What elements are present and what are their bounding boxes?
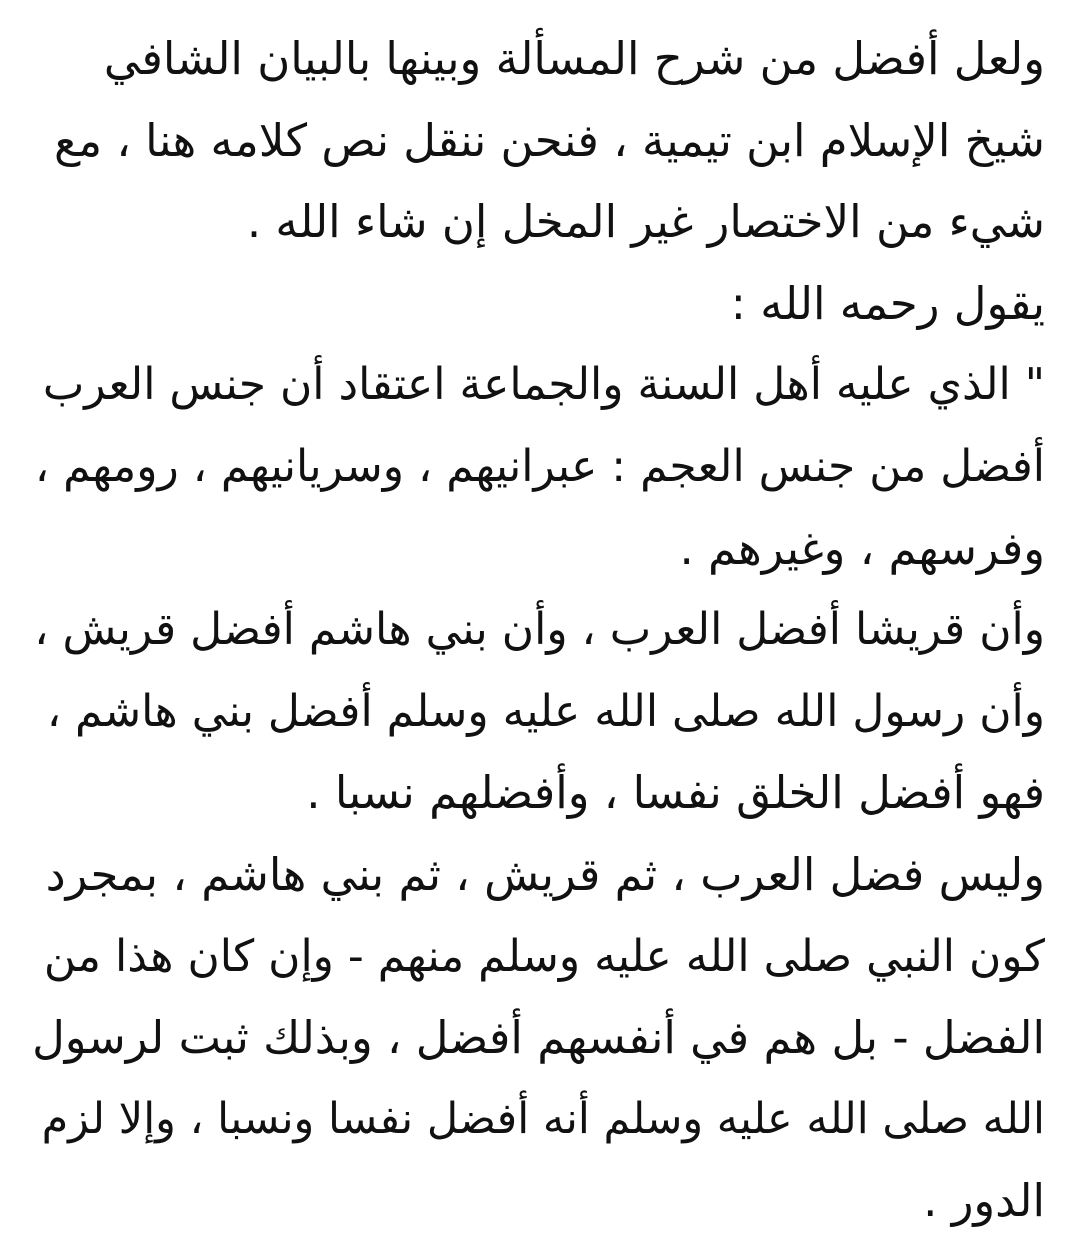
text-line: ولعل أفضل من شرح المسألة وبينها بالبيان الشافي xyxy=(103,32,1045,85)
text-line: شيء من الاختصار غير المخل إن شاء الله . xyxy=(246,195,1045,249)
text-line: يقول رحمه الله : xyxy=(730,276,1045,330)
text-line: وأن قريشا أفضل العرب ، وأن بني هاشم أفضل قريش ، xyxy=(34,604,1045,656)
text-line: وفرسهم ، وغيرهم . xyxy=(679,521,1045,575)
text-line: شيخ الإسلام ابن تيمية ، فنحن ننقل نص كلامه هنا ، مع xyxy=(54,113,1045,167)
text-line: الفضل - بل هم في أنفسهم أفضل ، وبذلك ثبت لرسول xyxy=(32,1011,1045,1065)
text-line: كون النبي صلى الله عليه وسلم منهم - وإن كان هذا من xyxy=(43,930,1045,982)
text-line: " الذي عليه أهل السنة والجماعة اعتقاد أن جنس العرب xyxy=(42,359,1045,411)
text-line: وليس فضل العرب ، ثم قريش ، ثم بني هاشم ، بمجرد xyxy=(45,847,1045,901)
text-line: الدور . xyxy=(923,1174,1045,1228)
text-line: وأن رسول الله صلى الله عليه وسلم أفضل بني هاشم ، xyxy=(46,685,1045,737)
text-line: أفضل من جنس العجم : عبرانيهم ، وسريانيهم ، رومهم ، xyxy=(34,440,1045,492)
text-line: الله صلى الله عليه وسلم أنه أفضل نفسا ونسبا ، وإلا لزم xyxy=(41,1093,1045,1144)
text-line: فهو أفضل الخلق نفسا ، وأفضلهم نسبا . xyxy=(306,766,1045,820)
